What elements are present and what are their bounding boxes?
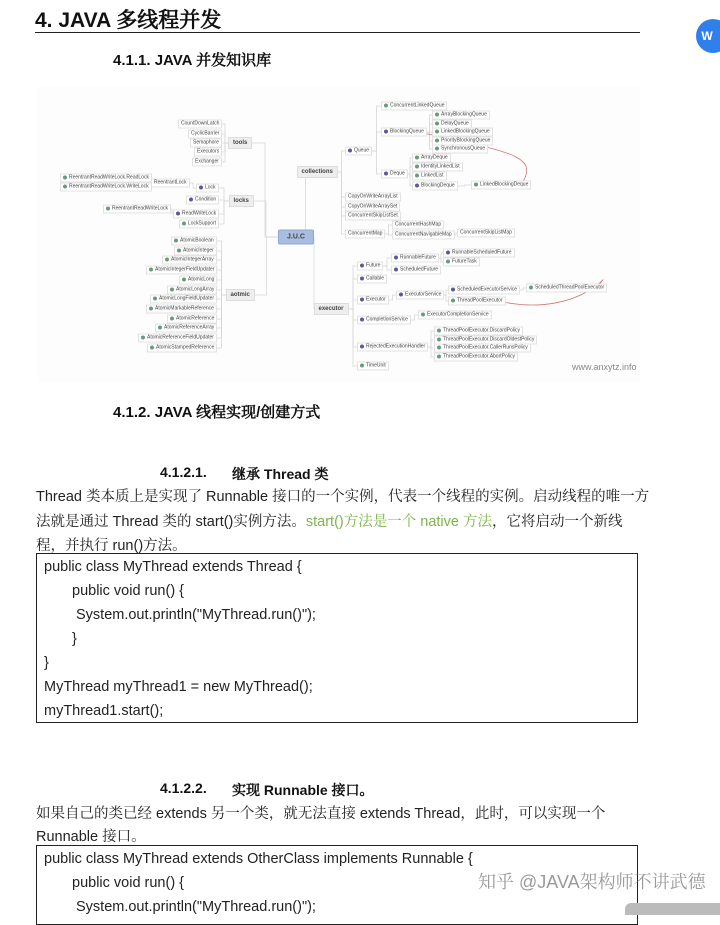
node-label: executor — [318, 306, 344, 312]
mind-map-connector — [217, 295, 226, 348]
node-label: AtomicLongFieldUpdater — [159, 295, 215, 302]
node-type-icon — [399, 292, 403, 296]
code-line: public void run() { — [72, 875, 185, 891]
mind-map-node — [443, 249, 515, 258]
node-label: CyclicBarrier — [191, 130, 220, 137]
node-label: ThreadPoolExecutor.DiscardOldestPolicy — [443, 336, 535, 343]
node-type-icon — [415, 155, 419, 159]
node-label: ScheduledThreadPoolExecutor — [535, 284, 605, 291]
node-label: DelayQueue — [441, 120, 469, 127]
mind-map-node — [432, 128, 493, 137]
node-type-icon — [189, 197, 193, 201]
paragraph-line: 如果自己的类已经 extends 另一个类，就无法直接 extends Thread，此时，可以实现一个 — [36, 806, 606, 822]
node-label: Semaphore — [193, 139, 219, 146]
node-type-icon — [174, 238, 178, 242]
mind-map-node — [278, 230, 314, 245]
mind-map-node — [150, 295, 217, 304]
mind-map-connector — [349, 300, 357, 309]
node-type-icon — [182, 221, 186, 225]
mind-map-node — [196, 184, 219, 193]
mind-map-node — [155, 324, 217, 333]
node-label: ConcurrentMap — [348, 230, 383, 237]
node-label: Future — [366, 262, 381, 269]
node-label: collections — [301, 169, 333, 175]
mind-map-node — [229, 195, 254, 207]
mind-map-node — [179, 276, 217, 285]
mind-map-node — [345, 230, 385, 239]
node-label: Executors — [197, 148, 220, 155]
node-type-icon — [394, 267, 398, 271]
node-type-icon — [153, 296, 157, 300]
code-line: System.out.println("MyThread.run()"); — [76, 607, 316, 623]
node-label: ThreadPoolExecutor.AbortPolicy — [443, 353, 515, 360]
code-line: System.out.println("MyThread.run()"); — [76, 899, 316, 915]
node-type-icon — [348, 148, 352, 152]
mind-map-node — [392, 221, 444, 230]
node-label: AtomicIntegerArray — [171, 256, 214, 263]
zhihu-watermark: 知乎 @JAVA架构师不讲武德 — [478, 872, 706, 892]
mind-map-node — [357, 343, 428, 352]
node-label: Lock — [205, 184, 216, 191]
mind-map-node — [412, 182, 458, 191]
node-label: ConcurrentSkipListSet — [348, 212, 398, 219]
node-label: Executor — [366, 296, 386, 303]
mind-map-connector — [254, 201, 278, 237]
node-label: AtomicStampedReference — [156, 344, 215, 351]
node-label: LockSupport — [188, 220, 217, 227]
mind-map-node — [188, 130, 222, 139]
node-type-icon — [435, 121, 439, 125]
mind-map-node — [412, 163, 463, 172]
mind-map-node — [60, 174, 152, 183]
node-label: Callable — [366, 275, 385, 282]
mind-map-connector — [411, 315, 418, 320]
node-label: J.U.C — [287, 233, 305, 241]
node-type-icon — [360, 297, 364, 301]
mind-map-node — [357, 362, 389, 371]
code-line: MyThread myThread1 = new MyThread(); — [44, 679, 313, 695]
node-label: CompletionService — [366, 316, 408, 323]
paragraph-line — [36, 510, 623, 531]
highlighted-text: start()方法是一个 native 方法 — [305, 514, 492, 530]
mind-map-node — [381, 170, 408, 179]
mind-map-node — [186, 196, 219, 205]
juc-mind-map — [37, 87, 640, 383]
mind-map-connector — [383, 258, 391, 266]
mind-map-node — [190, 139, 222, 148]
mind-map-node — [432, 111, 490, 120]
node-type-icon — [199, 185, 203, 189]
node-type-icon — [446, 250, 450, 254]
mind-map-node — [418, 311, 492, 320]
mind-map-connector — [219, 188, 229, 201]
mind-map-node — [357, 275, 387, 284]
code-block-thread — [36, 553, 638, 723]
mind-map-node — [357, 262, 383, 271]
node-label: Condition — [195, 196, 217, 203]
mind-map-connector — [338, 172, 345, 234]
node-type-icon — [435, 146, 439, 150]
node-type-icon — [141, 335, 145, 339]
node-label: ExecutorCompletionService — [427, 311, 489, 318]
mind-map-node — [412, 172, 447, 181]
code-line: public void run() { — [72, 583, 185, 599]
mind-map-node — [381, 128, 427, 137]
code-line: } — [72, 631, 77, 647]
mind-map-node — [448, 297, 506, 306]
node-type-icon — [384, 129, 388, 133]
node-type-icon — [435, 129, 439, 133]
node-label: tools — [233, 140, 248, 146]
mind-map-connector — [372, 132, 381, 151]
bottom-overlay-bar — [625, 903, 720, 915]
paragraph-line: 程，并执行 run()方法。 — [36, 538, 187, 554]
node-label: ReentrantReadWriteLock.ReadLock — [69, 174, 149, 181]
mind-map-node — [471, 181, 531, 190]
mind-map-node — [314, 303, 349, 315]
node-label: Queue — [354, 147, 370, 154]
mind-map-node — [434, 353, 518, 362]
mind-map-node — [391, 254, 439, 263]
node-type-icon — [360, 276, 364, 280]
mind-map-node — [526, 284, 607, 293]
node-label: ExecutorService — [405, 291, 442, 298]
mind-map-node — [192, 158, 222, 167]
node-type-icon — [170, 287, 174, 291]
node-label: ReentrantReadWriteLock.WriteLock — [69, 183, 149, 190]
title-divider — [35, 32, 640, 33]
node-type-icon — [437, 328, 441, 332]
node-type-icon — [106, 206, 110, 210]
node-label: CopyOnWriteArraySet — [348, 203, 398, 210]
mind-map-node — [167, 315, 217, 324]
node-label: ConcurrentNavigableMap — [395, 231, 452, 238]
node-label: CountDownLatch — [181, 120, 220, 127]
node-label: ConcurrentSkipListMap — [460, 229, 512, 236]
mind-map-node — [396, 291, 444, 300]
subsection-number-4-1-2-1: 4.1.2.1. — [160, 464, 207, 480]
node-label: aotmic — [230, 292, 250, 298]
node-label: AtomicLong — [188, 276, 215, 283]
mind-map-node — [381, 102, 447, 111]
mind-map-node — [194, 148, 222, 157]
node-label: AtomicInteger — [183, 247, 214, 254]
node-type-icon — [177, 248, 181, 252]
mind-map-node — [443, 258, 480, 267]
mind-map-node — [171, 237, 217, 246]
section-heading-4-1-1: 4.1.1. JAVA 并发知识库 — [113, 52, 272, 69]
mind-map-node — [228, 137, 252, 149]
node-label: locks — [233, 198, 249, 204]
node-label: ScheduledFuture — [400, 266, 439, 273]
node-label: TimeUnit — [366, 362, 386, 369]
mind-map-node — [434, 327, 523, 336]
node-label: AtomicReferenceArray — [164, 324, 215, 331]
mind-map-node — [60, 183, 152, 192]
mind-map-node — [345, 203, 400, 212]
subsection-number-4-1-2-2: 4.1.2.2. — [160, 780, 207, 796]
node-type-icon — [384, 171, 388, 175]
mind-map-connector — [385, 234, 392, 235]
mind-map-node — [448, 286, 520, 295]
node-type-icon — [394, 255, 398, 259]
node-type-icon — [360, 363, 364, 367]
mind-map-node — [345, 193, 401, 202]
node-type-icon — [182, 277, 186, 281]
mind-map-node — [178, 120, 222, 129]
mind-map-connector — [349, 309, 357, 366]
node-label: AtomicReferenceFieldUpdater — [147, 334, 214, 341]
mind-map-node — [167, 286, 217, 295]
mind-map-node — [173, 210, 219, 219]
node-type-icon — [421, 312, 425, 316]
node-label: ThreadPoolExecutor.CallerRunsPolicy — [443, 344, 528, 351]
node-type-icon — [474, 182, 478, 186]
node-label: AtomicLongArray — [176, 286, 215, 293]
node-type-icon — [360, 344, 364, 348]
node-label: ArrayDeque — [421, 154, 448, 161]
subsection-title-4-1-2-1: 继承 Thread 类 — [232, 466, 329, 482]
node-type-icon — [451, 287, 455, 291]
mind-map-node — [179, 220, 219, 229]
node-label: ScheduledExecutorService — [457, 286, 518, 293]
diagram-watermark: www.anxytz.info — [572, 362, 637, 372]
node-type-icon — [446, 259, 450, 263]
node-label: FutureTask — [452, 258, 477, 265]
mind-map-node — [103, 205, 171, 214]
mind-map-node — [147, 344, 217, 353]
mind-map-node — [226, 289, 255, 301]
node-type-icon — [149, 306, 153, 310]
mind-map-node — [174, 247, 217, 256]
node-label: Exchanger — [195, 158, 219, 165]
paragraph-text: 法就是通过 Thread 类的 start()实例方法。 — [36, 514, 306, 530]
code-line: public class MyThread extends Thread { — [44, 559, 302, 575]
mind-map-node — [392, 231, 455, 240]
node-label: LinkedBlockingQueue — [441, 128, 490, 135]
node-label: ArrayBlockingQueue — [441, 111, 487, 118]
mind-map-connector — [389, 295, 396, 300]
mind-map-connector — [297, 172, 314, 237]
node-type-icon — [360, 317, 364, 321]
mind-map-node — [162, 256, 217, 265]
node-type-icon — [176, 211, 180, 215]
node-label: ConcurrentLinkedQueue — [390, 102, 445, 109]
mind-map-connector — [383, 266, 391, 270]
node-label: AtomicBoolean — [180, 237, 214, 244]
code-line: } — [44, 655, 49, 671]
node-label: BlockingDeque — [421, 182, 455, 189]
mind-map-node — [345, 212, 401, 221]
node-type-icon — [437, 337, 441, 341]
node-label: ReadWriteLock — [182, 210, 217, 217]
node-type-icon — [437, 354, 441, 358]
node-type-icon — [165, 257, 169, 261]
node-type-icon — [435, 112, 439, 116]
paragraph-line: Thread 类本质上是实现了 Runnable 接口的一个实例，代表一个线程的实例。启动线程的唯一方 — [36, 489, 650, 505]
node-type-icon — [360, 263, 364, 267]
node-type-icon — [415, 164, 419, 168]
node-label: ThreadPoolExecutor — [457, 297, 503, 304]
mind-map-node — [391, 266, 441, 275]
mind-map-connector — [338, 151, 345, 172]
mind-map-node — [146, 266, 217, 275]
mind-map-node — [412, 154, 451, 163]
node-label: ConcurrentHashMap — [395, 221, 442, 228]
node-type-icon — [437, 345, 441, 349]
mind-map-node — [345, 147, 372, 156]
mind-map-node — [434, 344, 531, 353]
mind-map-connector — [255, 237, 278, 295]
node-label: LinkedBlockingDeque — [480, 181, 529, 188]
node-type-icon — [415, 173, 419, 177]
mind-map-node — [357, 316, 411, 325]
paragraph-line: Runnable 接口。 — [36, 829, 146, 845]
node-type-icon — [150, 345, 154, 349]
node-type-icon — [529, 285, 533, 289]
node-label: LinkedList — [421, 172, 444, 179]
mind-map-node — [138, 334, 217, 343]
node-type-icon — [170, 316, 174, 320]
mind-map-node — [297, 166, 338, 178]
section-heading-4-1-2: 4.1.2. JAVA 线程实现/创建方式 — [113, 404, 321, 421]
page-title: 4. JAVA 多线程并发 — [35, 9, 222, 32]
node-type-icon — [435, 138, 439, 142]
node-label: RunnableScheduledFuture — [452, 249, 512, 256]
node-label: Deque — [390, 170, 405, 177]
node-label: RejectedExecutionHandler — [366, 343, 426, 350]
mind-map-connector — [219, 201, 229, 224]
mind-map-node — [357, 296, 389, 305]
node-label: AtomicReference — [176, 315, 215, 322]
node-type-icon — [384, 103, 388, 107]
node-type-icon — [63, 184, 67, 188]
node-type-icon — [451, 298, 455, 302]
code-line: public class MyThread extends OtherClass implements Runnable { — [44, 851, 473, 867]
mind-map-connector — [252, 143, 278, 237]
node-label: BlockingQueue — [390, 128, 424, 135]
code-line: myThread1.start(); — [44, 703, 164, 719]
node-label: IdentityLinkedList — [421, 163, 460, 170]
mind-map-node — [151, 179, 190, 188]
mind-map-connector — [385, 225, 392, 234]
node-label: ReentrantReadWriteLock — [112, 205, 169, 212]
node-label: CopyOnWriteArrayList — [348, 193, 398, 200]
mind-map-node — [146, 305, 217, 314]
subsection-title-4-1-2-2: 实现 Runnable 接口。 — [232, 782, 374, 798]
mind-map-connector — [372, 151, 381, 174]
node-type-icon — [63, 175, 67, 179]
node-label: RunnableFuture — [400, 254, 436, 261]
node-type-icon — [149, 267, 153, 271]
node-label: ThreadPoolExecutor.DiscardPolicy — [443, 327, 520, 334]
node-label: SynchronousQueue — [441, 145, 486, 152]
translate-document-icon[interactable]: W — [696, 19, 720, 53]
node-type-icon — [415, 183, 419, 187]
mind-map-node — [457, 229, 515, 238]
node-label: AtomicIntegerFieldUpdater — [155, 266, 215, 273]
node-type-icon — [158, 325, 162, 329]
node-label: ReentrantLock — [154, 179, 187, 186]
mind-map-connector — [458, 185, 471, 186]
paragraph-text: ，它将启动一个新线 — [492, 514, 623, 530]
mind-map-node — [432, 145, 488, 154]
node-label: AtomicMarkableReference — [155, 305, 214, 312]
node-label: PriorityBlockingQueue — [441, 137, 491, 144]
